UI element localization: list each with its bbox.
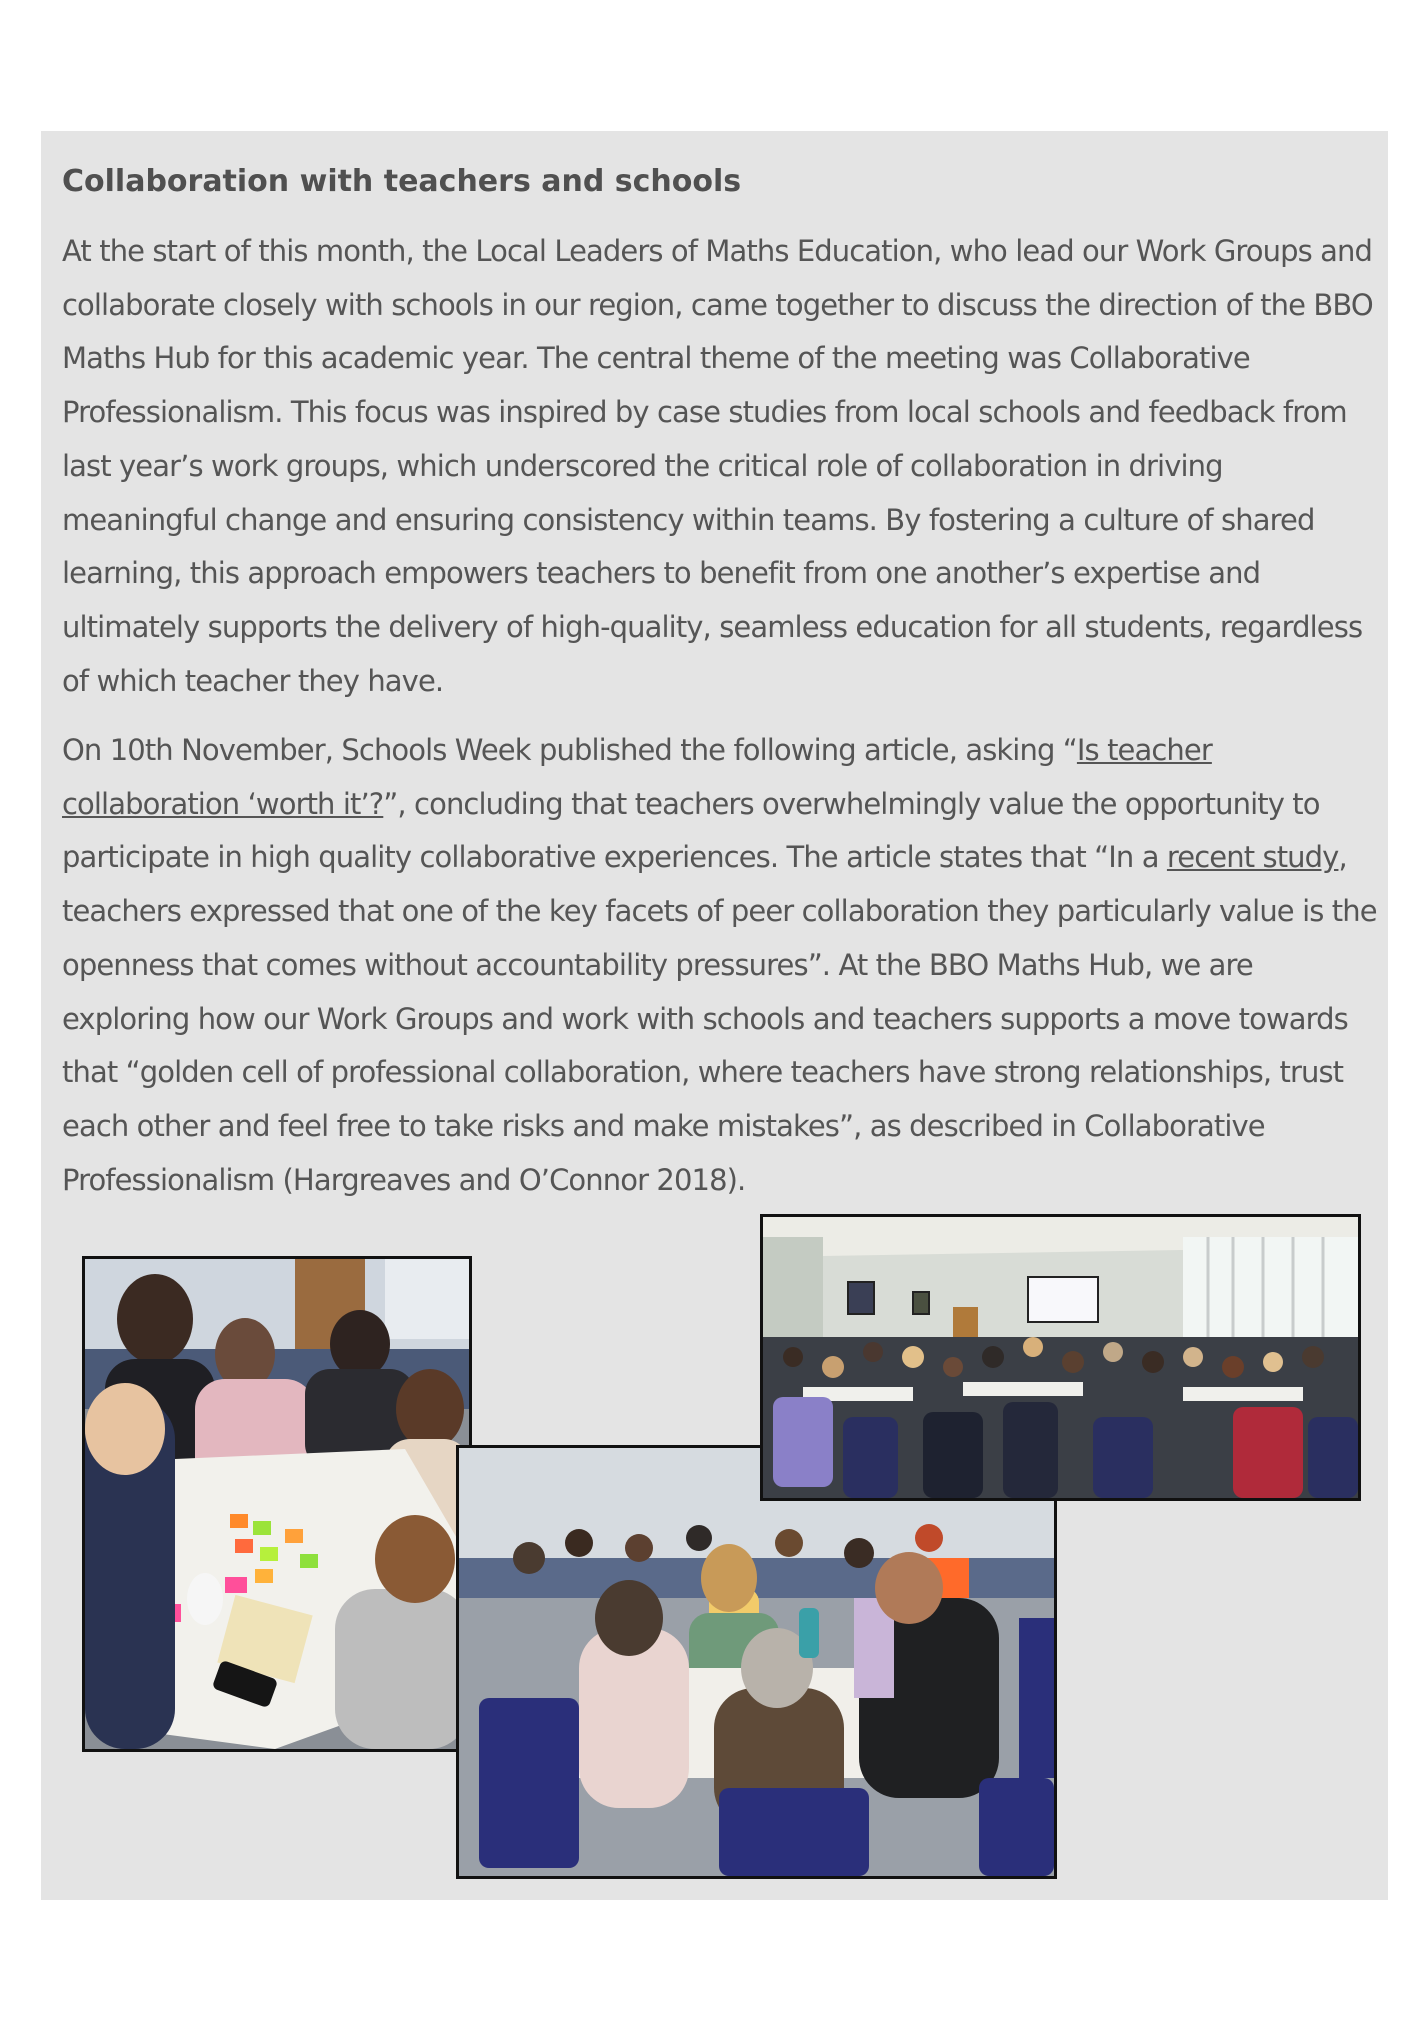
paragraph-text-2: ”, concluding that teachers overwhelmingly value the opportunity to participate in high quality collaborative experiences. The article states that “In a [62, 786, 1320, 875]
section-heading: Collaboration with teachers and schools [62, 164, 742, 199]
study-link[interactable]: recent study [1166, 840, 1339, 875]
photo-group-discussion [456, 1445, 1057, 1879]
photo-conference-room [760, 1214, 1361, 1501]
paragraph-meeting: At the start of this month, the Local Leaders of Maths Education, who lead our Work Groups and collaborate closely with schools in our region, came together to discuss the direction of the BBO Maths Hub for this academic year. The central theme of the meeting was Collaborative Professionalism. This focus was inspired by case studies from local schools and feedback from last year’s work groups, which underscored the critical role of collaboration in driving meaningful change and ensuring consistency within teams. By fostering a culture of shared learning, this approach empowers teachers to benefit from one another’s expertise and ultimately supports the delivery of high-quality, seamless education for all students, regardless of which teacher they have. [62, 234, 1373, 698]
photo-1-image [85, 1259, 469, 1749]
paragraph-article [62, 724, 1382, 1207]
paragraph-text-3: , teachers expressed that one of the key facets of peer collaboration they particularly value is the openness that comes without accountability pressures”. At the BBO Maths Hub, we are exploring how our Work Groups and work with schools and teachers supports a move towards that “golden cell of professional collaboration, where teachers have strong relationships, trust each other and feel free to take risks and make mistakes”, as described in Collaborative Professionalism (Hargreaves and O’Connor 2018). [62, 840, 1377, 1197]
paragraph-text-1: On 10th November, Schools Week published the following article, asking “ [62, 733, 1077, 767]
photo-2-image [459, 1448, 1054, 1876]
photo-teachers-table [82, 1256, 472, 1752]
photo-3-image [763, 1217, 1358, 1498]
article-link[interactable]: Is teacher collaboration ‘worth it’? [62, 733, 1212, 821]
